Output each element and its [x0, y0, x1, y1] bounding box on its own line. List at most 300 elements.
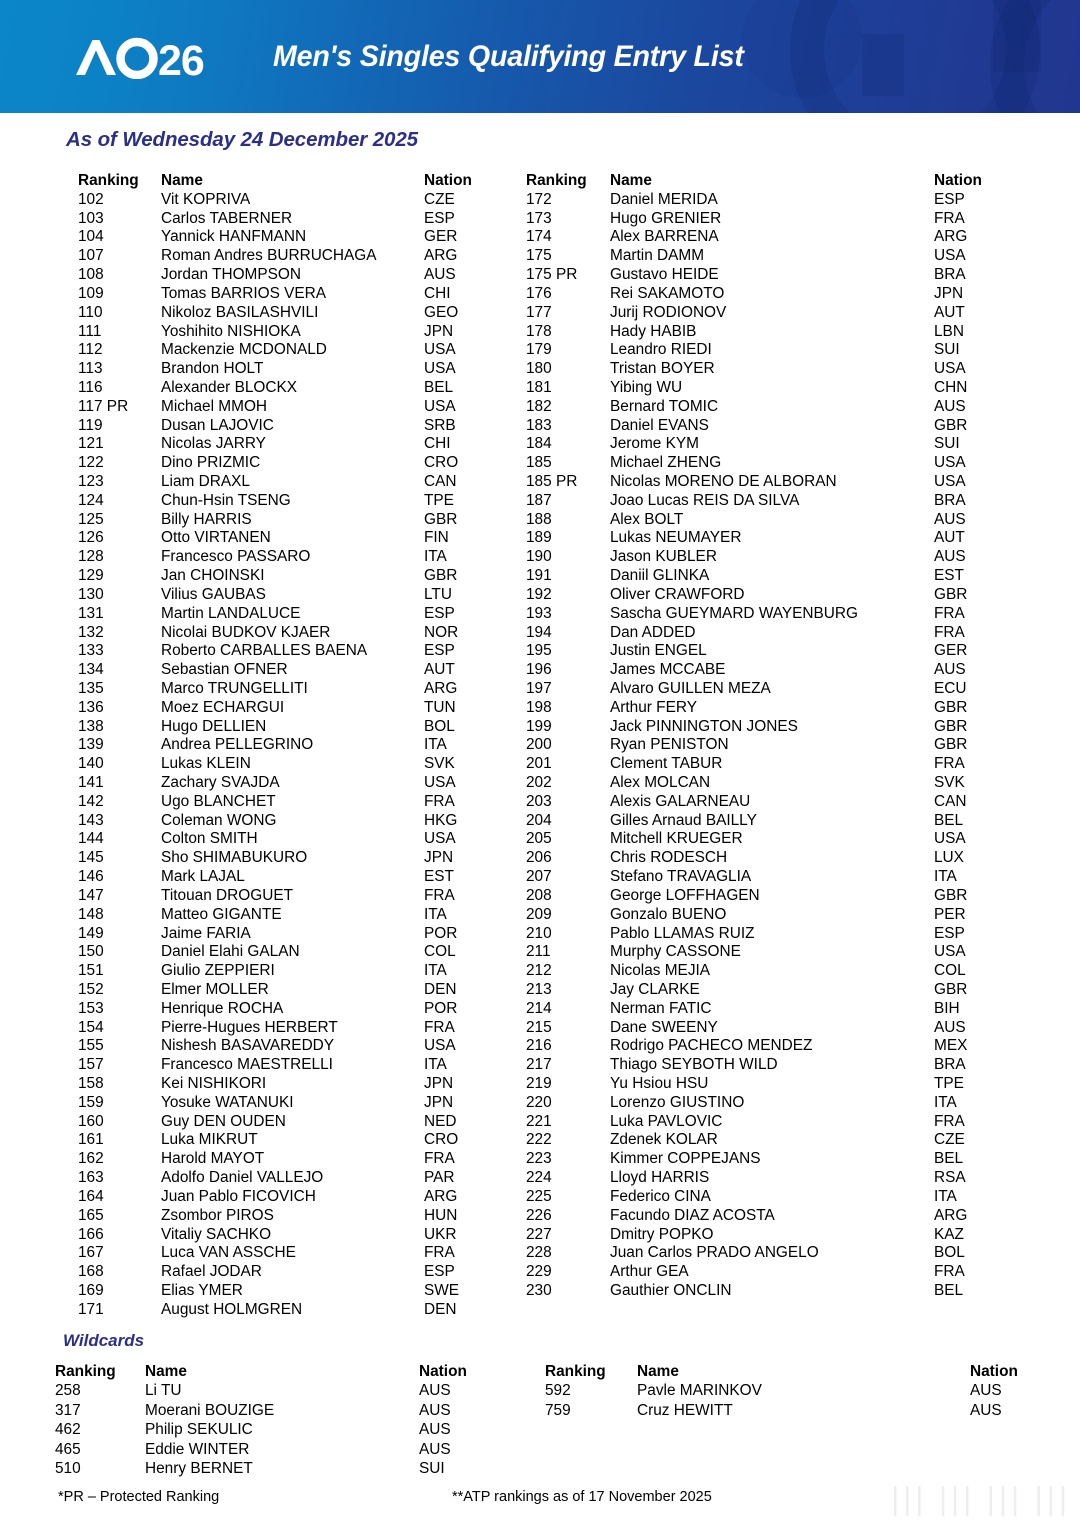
entry-nation-right: EST	[934, 567, 964, 585]
entry-ranking-right: 220	[526, 1093, 552, 1111]
wildcard-name-left: Henry BERNET	[145, 1459, 253, 1477]
entry-nation-left: EST	[424, 868, 454, 886]
entry-name-left: Sebastian OFNER	[161, 661, 288, 679]
entry-ranking-left: 136	[78, 698, 104, 716]
entry-ranking-left: 157	[78, 1056, 104, 1074]
entry-nation-left: FRA	[424, 1244, 455, 1262]
entry-nation-left: CRO	[424, 454, 459, 472]
entry-nation-left: DEN	[424, 1300, 457, 1318]
header-ranking-left: Ranking	[78, 172, 139, 189]
entry-name-left: Dusan LAJOVIC	[161, 416, 274, 434]
entry-ranking-right: 190	[526, 548, 552, 566]
entry-nation-left: SWE	[424, 1281, 460, 1299]
entry-nation-left: JPN	[424, 322, 454, 340]
entry-row	[0, 454, 1080, 473]
entry-ranking-left: 171	[78, 1300, 104, 1318]
entry-name-right: Gonzalo BUENO	[610, 905, 727, 923]
entry-name-right: Chris RODESCH	[610, 849, 728, 867]
entry-nation-right: RSA	[934, 1169, 966, 1187]
entry-row	[0, 605, 1080, 624]
entry-row	[0, 962, 1080, 981]
entry-row	[0, 1019, 1080, 1038]
wildcards-table	[0, 1362, 1080, 1478]
wc-header-nation-left: Nation	[419, 1363, 467, 1380]
entry-ranking-right: 215	[526, 1018, 552, 1036]
entry-ranking-right: 230	[526, 1281, 552, 1299]
entry-name-right: Arthur FERY	[610, 698, 697, 716]
entry-name-right: Bernard TOMIC	[610, 397, 719, 415]
entry-ranking-right: 198	[526, 698, 552, 716]
entry-row	[0, 1075, 1080, 1094]
wildcard-ranking-left: 317	[55, 1401, 81, 1419]
entry-row	[0, 417, 1080, 436]
entry-name-left: Chun-Hsin TSENG	[161, 491, 291, 509]
entry-nation-left: USA	[424, 397, 456, 415]
entry-nation-right: KAZ	[934, 1225, 964, 1243]
entry-name-right: Daniel MERIDA	[610, 190, 718, 208]
entry-name-left: Ugo BLANCHET	[161, 792, 276, 810]
entry-nation-left: COL	[424, 943, 456, 961]
entry-name-left: Jan CHOINSKI	[161, 567, 265, 585]
entry-row	[0, 812, 1080, 831]
entry-name-right: Dane SWEENY	[610, 1018, 718, 1036]
entry-ranking-left: 132	[78, 623, 104, 641]
entry-name-left: August HOLMGREN	[161, 1300, 303, 1318]
header-nation-right: Nation	[934, 172, 982, 189]
entry-name-right: Lukas NEUMAYER	[610, 529, 742, 547]
entry-ranking-left: 151	[78, 962, 104, 980]
entry-name-right: Justin ENGEL	[610, 642, 707, 660]
entry-nation-left: NOR	[424, 623, 459, 641]
entry-nation-right: FRA	[934, 623, 965, 641]
entry-ranking-right: 208	[526, 886, 552, 904]
entry-ranking-left: 147	[78, 886, 104, 904]
entry-ranking-left: 113	[78, 360, 103, 378]
entry-name-left: Dino PRIZMIC	[161, 454, 261, 472]
entry-name-right: Tristan BOYER	[610, 360, 715, 378]
entry-ranking-right: 216	[526, 1037, 552, 1055]
entry-name-left: Nishesh BASAVAREDDY	[161, 1037, 335, 1055]
entry-row	[0, 624, 1080, 643]
entry-nation-left: ARG	[424, 247, 458, 265]
entry-nation-left: ESP	[424, 604, 455, 622]
entry-row	[0, 1131, 1080, 1150]
entry-nation-left: ITA	[424, 905, 447, 923]
entry-nation-left: POR	[424, 999, 458, 1017]
entry-ranking-left: 122	[78, 454, 104, 472]
entry-nation-left: ITA	[424, 736, 447, 754]
entry-ranking-right: 181	[526, 378, 552, 396]
entry-ranking-left: 135	[78, 679, 104, 697]
wildcard-row	[0, 1440, 1080, 1459]
entry-ranking-left: 144	[78, 830, 104, 848]
entry-name-right: Leandro RIEDI	[610, 341, 712, 359]
entry-nation-right: MEX	[934, 1037, 968, 1055]
entry-name-right: Daniil GLINKA	[610, 567, 710, 585]
entry-nation-right: CZE	[934, 1131, 965, 1149]
entry-name-left: Martin LANDALUCE	[161, 604, 301, 622]
entry-name-left: Kei NISHIKORI	[161, 1075, 267, 1092]
entry-row	[0, 849, 1080, 868]
entry-ranking-right: 221	[526, 1112, 552, 1130]
entry-name-right: Facundo DIAZ ACOSTA	[610, 1206, 775, 1224]
entry-name-right: Gilles Arnaud BAILLY	[610, 811, 757, 829]
entry-nation-left: FRA	[424, 1150, 455, 1168]
header-name-right: Name	[610, 172, 652, 189]
table-header-row	[0, 172, 1080, 191]
entry-nation-left: USA	[424, 774, 456, 791]
entry-name-left: Zsombor PIROS	[161, 1206, 274, 1224]
entry-row	[0, 830, 1080, 849]
wildcard-row	[0, 1401, 1080, 1420]
entry-nation-right: SVK	[934, 774, 965, 791]
entry-ranking-left: 128	[78, 548, 104, 566]
entry-nation-left: JPN	[424, 1093, 454, 1111]
entry-ranking-left: 166	[78, 1225, 104, 1243]
entry-ranking-right: 184	[526, 435, 552, 453]
entry-name-right: Ryan PENISTON	[610, 736, 729, 754]
entry-ranking-right: 175	[526, 247, 552, 265]
entry-nation-left: GBR	[424, 510, 458, 528]
header-ranking-right: Ranking	[526, 172, 587, 189]
entry-name-left: Daniel Elahi GALAN	[161, 943, 300, 961]
entry-name-right: Gustavo HEIDE	[610, 266, 719, 284]
entry-name-right: George LOFFHAGEN	[610, 886, 760, 904]
entry-row	[0, 435, 1080, 454]
entry-name-left: Tomas BARRIOS VERA	[161, 284, 327, 302]
entry-row	[0, 943, 1080, 962]
entry-nation-right: SUI	[934, 341, 960, 359]
entry-ranking-right: 173	[526, 209, 552, 227]
entry-name-right: Kimmer COPPEJANS	[610, 1150, 761, 1168]
entry-name-left: Titouan DROGUET	[161, 886, 293, 904]
entry-name-left: Zachary SVAJDA	[161, 774, 280, 791]
entry-ranking-right: 206	[526, 849, 552, 867]
entry-nation-right: GBR	[934, 980, 968, 998]
wildcard-name-left: Philip SEKULIC	[145, 1421, 253, 1439]
entry-nation-left: TUN	[424, 698, 456, 716]
entry-nation-right: CHN	[934, 378, 968, 396]
entry-ranking-left: 148	[78, 905, 104, 923]
entry-name-right: Nicolas MORENO DE ALBORAN	[610, 473, 837, 490]
entry-row	[0, 210, 1080, 229]
entry-nation-right: AUS	[934, 548, 966, 566]
entry-row	[0, 191, 1080, 210]
entry-nation-left: FIN	[424, 529, 449, 547]
entry-nation-left: FRA	[424, 792, 455, 810]
wildcard-ranking-left: 510	[55, 1459, 81, 1477]
entry-row	[0, 642, 1080, 661]
entry-row	[0, 906, 1080, 925]
entry-nation-left: FRA	[424, 886, 455, 904]
entry-ranking-left: 102	[78, 190, 104, 208]
entry-ranking-left: 124	[78, 491, 104, 509]
entry-ranking-right: 223	[526, 1150, 552, 1168]
entry-ranking-left: 123	[78, 473, 104, 490]
entry-name-right: Luka PAVLOVIC	[610, 1112, 723, 1130]
entry-nation-right: AUS	[934, 510, 966, 528]
entry-name-right: Yibing WU	[610, 378, 683, 396]
entry-name-left: Elmer MOLLER	[161, 980, 269, 998]
entry-row	[0, 736, 1080, 755]
entry-name-right: Alexis GALARNEAU	[610, 792, 751, 810]
entry-name-left: Alexander BLOCKX	[161, 378, 298, 396]
entry-row	[0, 1263, 1080, 1282]
entry-nation-right: FRA	[934, 755, 965, 773]
wildcard-ranking-right: 759	[545, 1401, 571, 1419]
entry-nation-left: ITA	[424, 1056, 447, 1074]
entry-nation-right: USA	[934, 473, 966, 490]
entry-name-right: Lloyd HARRIS	[610, 1169, 710, 1187]
entry-name-right: Mitchell KRUEGER	[610, 830, 743, 848]
wildcard-nation-left: AUS	[419, 1401, 451, 1419]
entry-row	[0, 925, 1080, 944]
entry-ranking-right: 203	[526, 792, 552, 810]
entry-nation-left: DEN	[424, 980, 457, 998]
entry-ranking-right: 176	[526, 284, 552, 302]
entry-nation-left: JPN	[424, 849, 454, 867]
entry-ranking-right: 205	[526, 830, 552, 848]
entry-nation-right: GBR	[934, 698, 968, 716]
entry-ranking-right: 209	[526, 905, 552, 923]
entry-ranking-right: 188	[526, 510, 552, 528]
entry-name-right: Nicolas MEJIA	[610, 962, 711, 980]
entry-row	[0, 718, 1080, 737]
entry-row	[0, 398, 1080, 417]
entry-ranking-right: 177	[526, 303, 552, 321]
entry-ranking-right: 199	[526, 717, 552, 735]
entry-nation-left: GER	[424, 228, 458, 246]
entry-row	[0, 680, 1080, 699]
entry-row	[0, 511, 1080, 530]
header-nation-left: Nation	[424, 172, 472, 189]
entry-ranking-right: 183	[526, 416, 552, 434]
watermark: ||| ||| ||| |||	[890, 1482, 1070, 1517]
entry-ranking-right: 196	[526, 661, 552, 679]
entry-nation-left: CAN	[424, 473, 457, 490]
qualifying-entry-table	[0, 172, 1080, 1320]
entry-name-right: Juan Carlos PRADO ANGELO	[610, 1244, 819, 1262]
wildcard-name-left: Eddie WINTER	[145, 1440, 250, 1458]
entry-ranking-right: 195	[526, 642, 552, 660]
entry-nation-right: CAN	[934, 792, 967, 810]
entry-ranking-right: 225	[526, 1187, 552, 1205]
entry-nation-right: GBR	[934, 416, 968, 434]
wildcard-ranking-left: 258	[55, 1382, 81, 1400]
entry-name-left: Guy DEN OUDEN	[161, 1112, 286, 1130]
entry-name-left: Yoshihito NISHIOKA	[161, 322, 301, 340]
entry-ranking-right: 212	[526, 962, 552, 980]
entry-name-right: Jay CLARKE	[610, 980, 700, 998]
entry-row	[0, 1188, 1080, 1207]
entry-nation-left: ARG	[424, 679, 458, 697]
entry-ranking-left: 126	[78, 529, 104, 547]
entry-row	[0, 529, 1080, 548]
entry-ranking-left: 130	[78, 585, 104, 603]
entry-name-left: Mackenzie MCDONALD	[161, 341, 327, 359]
entry-name-right: Alex MOLCAN	[610, 774, 711, 791]
wc-header-name-left: Name	[145, 1363, 187, 1380]
entry-nation-left: AUS	[424, 266, 456, 284]
entry-row	[0, 285, 1080, 304]
entry-name-left: Giulio ZEPPIERI	[161, 962, 275, 980]
entry-nation-right: SUI	[934, 435, 960, 453]
entry-name-right: Oliver CRAWFORD	[610, 585, 745, 603]
entry-name-left: Matteo GIGANTE	[161, 905, 282, 923]
entry-name-left: Coleman WONG	[161, 811, 277, 829]
entry-nation-right: ECU	[934, 679, 967, 697]
entry-ranking-right: 202	[526, 774, 552, 791]
entry-name-right: Jason KUBLER	[610, 548, 717, 566]
entry-ranking-left: 154	[78, 1018, 104, 1036]
page-banner	[0, 0, 1080, 113]
entry-nation-left: LTU	[424, 585, 452, 603]
entry-nation-left: AUT	[424, 661, 455, 679]
entry-name-right: Stefano TRAVAGLIA	[610, 868, 752, 886]
entry-nation-left: USA	[424, 1037, 456, 1055]
entry-row	[0, 473, 1080, 492]
wildcard-ranking-right: 592	[545, 1382, 571, 1400]
entry-nation-left: ESP	[424, 209, 455, 227]
entry-nation-right: JPN	[934, 284, 964, 302]
entry-row	[0, 887, 1080, 906]
entry-name-right: Joao Lucas REIS DA SILVA	[610, 491, 800, 509]
entry-nation-left: GBR	[424, 567, 458, 585]
entry-ranking-left: 160	[78, 1112, 104, 1130]
entry-name-right: Gauthier ONCLIN	[610, 1281, 732, 1299]
entry-row	[0, 1244, 1080, 1263]
wildcard-row	[0, 1381, 1080, 1400]
entry-name-right: Daniel EVANS	[610, 416, 709, 434]
entry-ranking-right: 189	[526, 529, 552, 547]
entry-ranking-left: 140	[78, 755, 104, 773]
entry-nation-right: AUT	[934, 303, 965, 321]
entry-name-left: Sho SHIMABUKURO	[161, 849, 308, 867]
entry-name-left: Moez ECHARGUI	[161, 698, 285, 716]
entry-name-right: Zdenek KOLAR	[610, 1131, 718, 1149]
entry-nation-right: GBR	[934, 886, 968, 904]
entry-row	[0, 492, 1080, 511]
entry-ranking-right: 192	[526, 585, 552, 603]
as-of-date: As of Wednesday 24 December 2025	[66, 128, 418, 151]
entry-nation-right: AUT	[934, 529, 965, 547]
entry-name-right: Clement TABUR	[610, 755, 723, 773]
entry-name-left: Jaime FARIA	[161, 924, 251, 942]
entry-ranking-left: 119	[78, 416, 103, 434]
entry-nation-left: GEO	[424, 303, 459, 321]
entry-nation-right: USA	[934, 830, 966, 848]
entry-nation-left: BEL	[424, 378, 454, 396]
entry-nation-right: ARG	[934, 1206, 968, 1224]
entry-ranking-right: 214	[526, 999, 552, 1017]
entry-ranking-left: 107	[78, 247, 104, 265]
header-name-left: Name	[161, 172, 203, 189]
entry-name-right: Jerome KYM	[610, 435, 699, 453]
entry-ranking-right: 185	[526, 454, 552, 472]
entry-row	[0, 981, 1080, 1000]
atp-ranking-note: **ATP rankings as of 17 November 2025	[452, 1489, 712, 1505]
entry-ranking-right: 213	[526, 980, 552, 998]
entry-name-left: Colton SMITH	[161, 830, 258, 848]
entry-name-right: Yu Hsiou HSU	[610, 1075, 709, 1092]
entry-nation-right: USA	[934, 247, 966, 265]
entry-name-left: Vit KOPRIVA	[161, 190, 251, 208]
entry-ranking-right: 200	[526, 736, 552, 754]
entry-name-left: Nikoloz BASILASHVILI	[161, 303, 319, 321]
entry-nation-right: GER	[934, 642, 968, 660]
wc-header-ranking-right: Ranking	[545, 1363, 606, 1380]
wildcard-nation-right: AUS	[970, 1382, 1002, 1400]
entry-ranking-right: 182	[526, 397, 552, 415]
entry-row	[0, 774, 1080, 793]
entry-nation-right: GBR	[934, 717, 968, 735]
entry-ranking-right: 217	[526, 1056, 552, 1074]
entry-ranking-right: 194	[526, 623, 552, 641]
entry-name-right: Hady HABIB	[610, 322, 697, 340]
entry-name-left: Luca VAN ASSCHE	[161, 1244, 296, 1262]
entry-name-right: Sascha GUEYMARD WAYENBURG	[610, 604, 859, 622]
entry-nation-left: HKG	[424, 811, 458, 829]
entry-row	[0, 868, 1080, 887]
entry-ranking-left: 121	[78, 435, 104, 453]
entry-ranking-right: 193	[526, 604, 552, 622]
entry-name-left: Francesco PASSARO	[161, 548, 311, 566]
entry-nation-right: LUX	[934, 849, 964, 867]
entry-name-right: Jack PINNINGTON JONES	[610, 717, 798, 735]
entry-name-left: Hugo DELLIEN	[161, 717, 267, 735]
entry-name-left: Carlos TABERNER	[161, 209, 293, 227]
entry-row	[0, 323, 1080, 342]
entry-nation-right: AUS	[934, 661, 966, 679]
entry-nation-left: FRA	[424, 1018, 455, 1036]
entry-nation-right: AUS	[934, 397, 966, 415]
entry-name-left: Yannick HANFMANN	[161, 228, 307, 246]
entry-name-left: Jordan THOMPSON	[161, 266, 301, 284]
entry-name-right: Rei SAKAMOTO	[610, 284, 725, 302]
entry-ranking-right: 201	[526, 755, 552, 773]
entry-name-right: Alex BARRENA	[610, 228, 719, 246]
entry-name-left: Rafael JODAR	[161, 1263, 262, 1281]
entry-nation-right: ITA	[934, 868, 957, 886]
entry-ranking-right: 185 PR	[526, 473, 578, 490]
entry-ranking-right: 179	[526, 341, 552, 359]
entry-nation-right: ARG	[934, 228, 968, 246]
entry-row	[0, 1207, 1080, 1226]
entry-row	[0, 1282, 1080, 1301]
entry-name-left: Juan Pablo FICOVICH	[161, 1187, 316, 1205]
entry-nation-right: ESP	[934, 924, 965, 942]
entry-name-left: Henrique ROCHA	[161, 999, 284, 1017]
entry-row	[0, 699, 1080, 718]
entry-nation-left: POR	[424, 924, 458, 942]
entry-name-right: Alex BOLT	[610, 510, 684, 528]
entry-name-left: Pierre-Hugues HERBERT	[161, 1018, 338, 1036]
entry-nation-right: BEL	[934, 1281, 964, 1299]
entry-name-right: Dmitry POPKO	[610, 1225, 714, 1243]
wildcard-ranking-left: 462	[55, 1421, 81, 1439]
entry-ranking-right: 174	[526, 228, 552, 246]
wildcard-row	[0, 1420, 1080, 1439]
entry-ranking-right: 180	[526, 360, 552, 378]
entry-nation-left: ITA	[424, 548, 447, 566]
entry-nation-right: BRA	[934, 491, 966, 509]
entry-nation-right: ITA	[934, 1187, 957, 1205]
entry-ranking-left: 110	[78, 303, 103, 321]
entry-row	[0, 1094, 1080, 1113]
wildcard-row	[0, 1459, 1080, 1478]
entry-ranking-right: 222	[526, 1131, 552, 1149]
entry-name-right: Michael ZHENG	[610, 454, 722, 472]
